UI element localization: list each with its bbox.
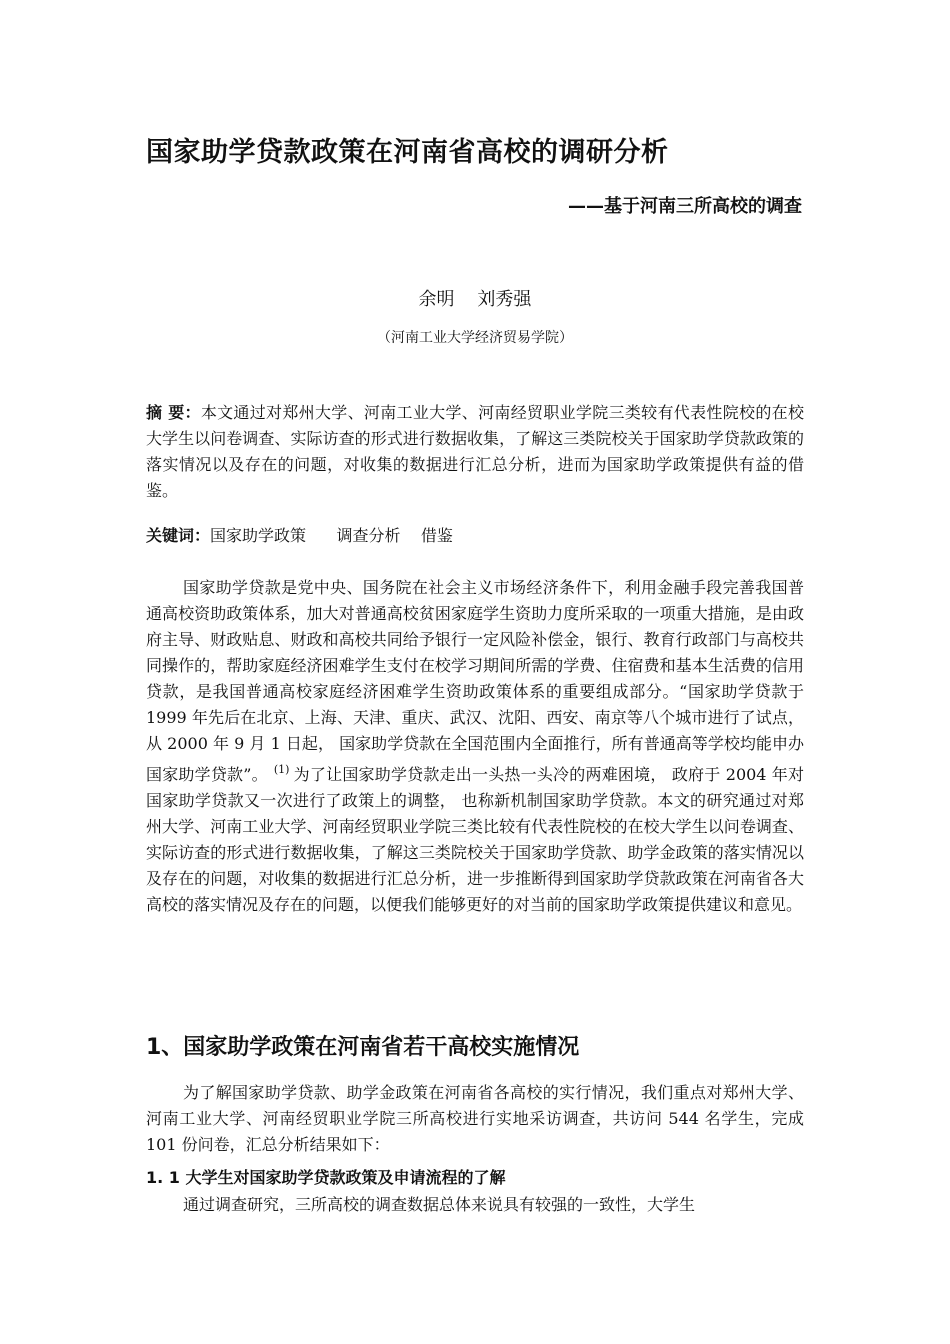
paper-subtitle: ——基于河南三所高校的调查 <box>568 196 802 217</box>
intro-text-part1: 国家助学贷款是党中央、国务院在社会主义市场经济条件下，利用金融手段完善我国普通高校资助政策体系，加大对普通高校贫困家庭学生资助力度所采取的一项重大措施，是由政府主导、财政贴息、财政和高校共同给予银行一定风险补偿金，银行、教育行政部门与高校共同操作的，帮助家庭经济困难学生支付在校学习期间所需的学费、住宿费和基本生活费的信用贷款，是我国普通高校家庭经济困难学生资助政策体系的重要组成部分。“国家助学贷款于 1999 年先后在北京、上海、天津、重庆、武汉、沈阳、西安、南京等八个城市进行了试点， 从 2000 年 9 月 1 日起， 国家助学贷款在全国范围内全面推行，所有普通高等学校均能申办国家助学贷款”。 <box>146 578 804 784</box>
abstract-text: 本文通过对郑州大学、河南工业大学、河南经贸职业学院三类较有代表性院校的在校大学生以问卷调查、实际访查的形式进行数据收集，了解这三类院校关于国家助学贷款政策的落实情况以及存在的问题，对收集的数据进行汇总分析，进而为国家助学政策提供有益的借鉴。 <box>146 403 804 500</box>
section1-paragraph: 为了解国家助学贷款、助学金政策在河南省各高校的实行情况，我们重点对郑州大学、河南工业大学、河南经贸职业学院三所高校进行实地采访调查，共访问 544 名学生，完成 101 份问卷，汇总分析结果如下： <box>146 1083 804 1154</box>
affiliation: （河南工业大学经济贸易学院） <box>377 330 573 346</box>
subsection-paragraph: 通过调查研究，三所高校的调查数据总体来说具有较强的一致性，大学生 <box>183 1195 696 1214</box>
subsection-heading-1-1: 1. 1 大学生对国家助学贷款政策及申请流程的了解 <box>146 1168 506 1187</box>
paper-title: 国家助学贷款政策在河南省高校的调研分析 <box>146 137 669 168</box>
keywords-label: 关键词： <box>146 526 211 545</box>
abstract <box>146 400 804 504</box>
intro-text-part2: 为了让国家助学贷款走出一头热一头冷的两难困境， 政府于 2004 年对国家助学贷款又一次进行了政策上的调整， 也称新机制国家助学贷款。本文的研究通过对郑州大学、河南工业大学、河南经贸职业学院三类比较有代表性院校的在校大学生以问卷调查、实际访查的形式进行数据收集，了解这三类院校关于国家助学贷款、助学金政策的落实情况以及存在的问题，对收集的数据进行汇总分析，进一步推断得到国家助学贷款政策在河南省各大高校的落实情况及存在的问题，以便我们能够更好的对当前的国家助学政策提供建议和意见。 <box>146 765 804 914</box>
abstract-label: 摘 要： <box>146 403 201 422</box>
keywords <box>146 523 804 549</box>
keywords-text: 国家助学政策 调查分析 借鉴 <box>210 526 453 545</box>
citation-marker: (1) <box>273 763 290 776</box>
intro-paragraph <box>146 575 804 918</box>
authors: 余明 刘秀强 <box>418 289 532 310</box>
section-heading-1: 1、国家助学政策在河南省若干高校实施情况 <box>146 1035 580 1060</box>
